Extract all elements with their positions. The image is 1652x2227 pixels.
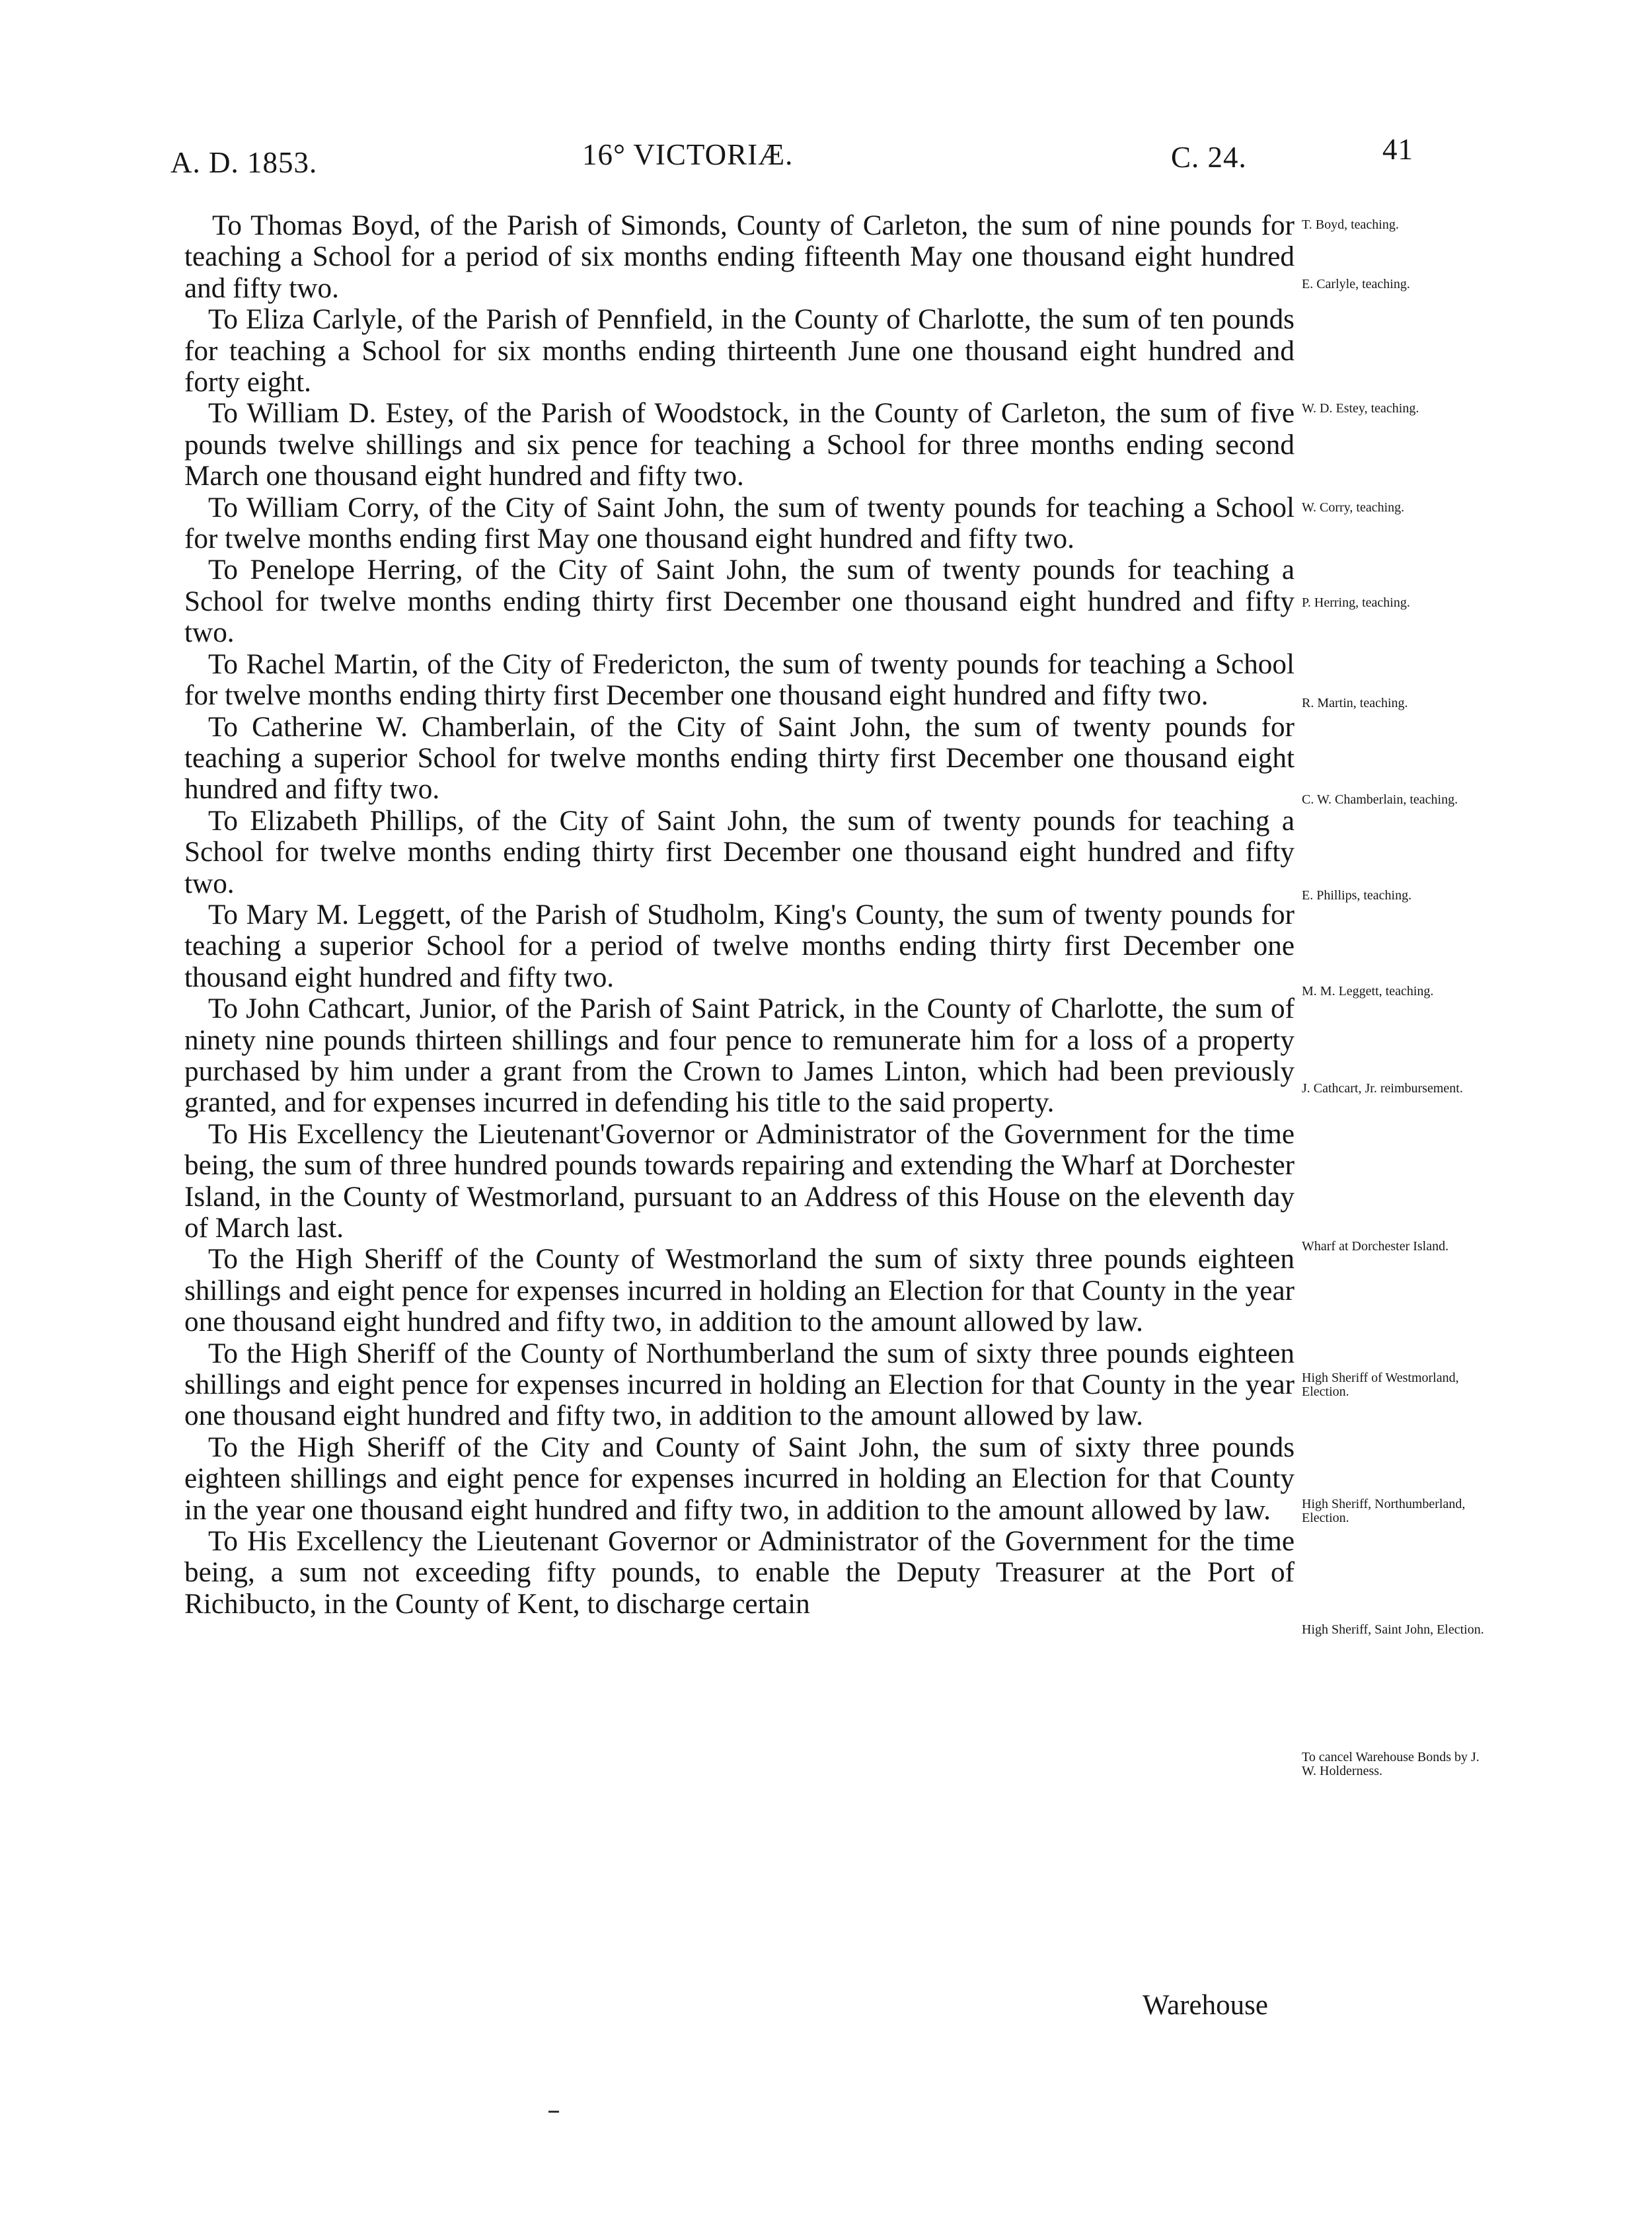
catchword: Warehouse (1143, 1990, 1268, 2021)
paragraph-boyd: To Thomas Boyd, of the Parish of Simonds, County of Carleton, the sum of nine pounds for teaching a School for a period of six months ending fifteenth May one thousand eight hundred and fifty two. (184, 210, 1295, 304)
paragraph-saint-john: To the High Sheriff of the City and County of Saint John, the sum of sixty three pounds eighteen shillings and eight pence for expenses incurred in holding an Election for that County in the year one thousand eight hundred and fifty two, in addition to the amount allowed by law. (184, 1431, 1295, 1526)
header-title: 16° VICTORIÆ. (582, 138, 794, 171)
margin-note: P. Herring, teaching. (1302, 595, 1410, 610)
printer-mark (548, 2111, 559, 2113)
paragraph-corry: To William Corry, of the City of Saint John, the sum of twenty pounds for teaching a School for twelve months ending first May one thousand eight hundred and fifty two. (184, 492, 1295, 555)
margin-note: High Sheriff of Westmorland, Election. (1302, 1371, 1459, 1399)
paragraph-northumberland: To the High Sheriff of the County of Northumberland the sum of sixty three pounds eighteen shillings and eight pence for expenses incurred in holding an Election for that County in the year one thousand eight hundred and fifty two, in addition to the amount allowed by law. (184, 1338, 1295, 1432)
document-body (184, 210, 1295, 1620)
paragraph-chamberlain: To Catherine W. Chamberlain, of the City of Saint John, the sum of twenty pounds for teaching a superior School for twelve months ending thirty first December one thousand eight hundred and fifty two. (184, 711, 1295, 806)
paragraph-westmorland: To the High Sheriff of the County of Westmorland the sum of sixty three pounds eighteen shillings and eight pence for expenses incurred in holding an Election for that County in the year one thousand eight hundred and fifty two, in addition to the amount allowed by law. (184, 1244, 1295, 1338)
paragraph-carlyle: To Eliza Carlyle, of the Parish of Pennfield, in the County of Charlotte, the sum of ten pounds for teaching a School for six months ending thirteenth June one thousand eight hundred and forty eight. (184, 304, 1295, 398)
running-header (0, 130, 1652, 179)
margin-note: W. Corry, teaching. (1302, 500, 1405, 515)
margin-note: W. D. Estey, teaching. (1302, 401, 1419, 416)
margin-note: C. W. Chamberlain, teaching. (1302, 792, 1458, 807)
paragraph-wharf: To His Excellency the Lieutenant'Governor or Administrator of the Government for the time being, the sum of three hundred pounds towards repairing and extending the Wharf at Dorchester Island, in the County of Westmorland, pursuant to an Address of this House on the eleventh day of March last. (184, 1118, 1295, 1244)
paragraph-cathcart: To John Cathcart, Junior, of the Parish of Saint Patrick, in the County of Charlotte, the sum of ninety nine pounds thirteen shillings and four pence to remunerate him for a loss of a property purchased by him under a grant from the Crown to James Linton, which had been previously granted, and for expenses incurred in defending his title to the said property. (184, 993, 1295, 1119)
margin-note: J. Cathcart, Jr. reimbursement. (1302, 1081, 1463, 1096)
margin-note: High Sheriff, Saint John, Election. (1302, 1622, 1484, 1637)
margin-note: M. M. Leggett, teaching. (1302, 984, 1434, 999)
margin-note: High Sheriff, Northumberland, Election. (1302, 1497, 1466, 1525)
paragraph-martin: To Rachel Martin, of the City of Fredericton, the sum of twenty pounds for teaching a School for twelve months ending thirty first December one thousand eight hundred and fifty two. (184, 648, 1295, 712)
paragraph-estey: To William D. Estey, of the Parish of Woodstock, in the County of Carleton, the sum of five pounds twelve shillings and six pence for teaching a School for three months ending second March one thousand eight hundred and fifty two. (184, 398, 1295, 492)
page-number: 41 (1382, 133, 1413, 166)
margin-note: E. Phillips, teaching. (1302, 888, 1412, 903)
paragraph-leggett: To Mary M. Leggett, of the Parish of Studholm, King's County, the sum of twenty pounds for teaching a superior School for a period of twelve months ending thirty first December one thousand eight hundred and fifty two. (184, 899, 1295, 993)
margin-note: E. Carlyle, teaching. (1302, 277, 1410, 291)
paragraph-herring: To Penelope Herring, of the City of Saint John, the sum of twenty pounds for teaching a School for twelve months ending thirty first December one thousand eight hundred and fifty two. (184, 554, 1295, 649)
margin-note: R. Martin, teaching. (1302, 696, 1408, 710)
header-year: A. D. 1853. (170, 146, 318, 179)
header-chapter: C. 24. (1171, 141, 1247, 174)
paragraph-richibucto: To His Excellency the Lieutenant Governor or Administrator of the Government for the time being, a sum not exceeding fifty pounds, to enable the Deputy Treasurer at the Port of Richibucto, in the County of Kent, to discharge certain (184, 1526, 1295, 1620)
paragraph-phillips: To Elizabeth Phillips, of the City of Saint John, the sum of twenty pounds for teaching a School for twelve months ending thirty first December one thousand eight hundred and fifty two. (184, 805, 1295, 899)
margin-note: Wharf at Dorchester Island. (1302, 1239, 1449, 1254)
margin-note: T. Boyd, teaching. (1302, 217, 1399, 232)
margin-note: To cancel Warehouse Bonds by J. W. Holderness. (1302, 1750, 1480, 1778)
